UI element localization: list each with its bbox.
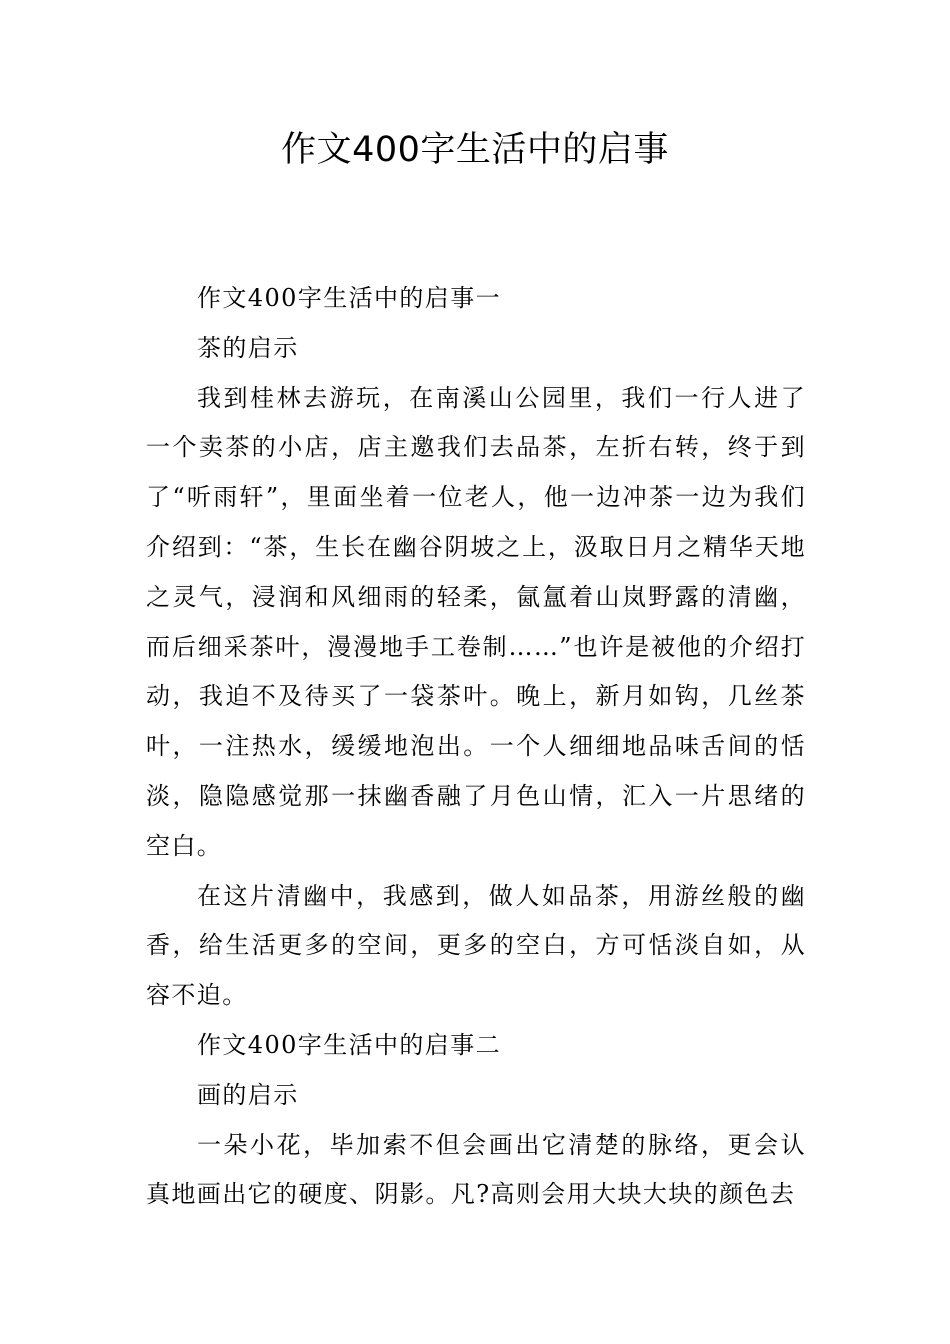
paragraph-tea-story: 我到桂林去游玩，在南溪山公园里，我们一行人进了一个卖茶的小店，店主邀我们去品茶，左折右转，终于到了“听雨轩”，里面坐着一位老人，他一边冲茶一边为我们介绍到：“茶，生长在幽谷阴坡之上，汲取日月之精华天地之灵气，浸润和风细雨的轻柔，氤氲着山岚野露的清幽，而后细采茶叶，漫漫地手工卷制……”也许是被他的介绍打动，我迫不及待买了一袋茶叶。晚上，新月如钩，几丝茶叶，一注热水，缓缓地泡出。一个人细细地品味舌间的恬淡，隐隐感觉那一抹幽香融了月色山情，汇入一片思绪的空白。 <box>146 383 806 860</box>
section-heading-1: 作文400字生活中的启事一 <box>197 284 502 312</box>
subheading-painting: 画的启示 <box>197 1080 299 1109</box>
subheading-tea: 茶的启示 <box>197 333 299 362</box>
section-heading-2: 作文400字生活中的启事二 <box>197 1030 502 1059</box>
paragraph-tea-reflection: 在这片清幽中，我感到，做人如品茶，用游丝般的幽香，给生活更多的空间，更多的空白，方可恬淡自如，从容不迫。 <box>146 881 806 1010</box>
paragraph-painting: 一朵小花，毕加索不但会画出它清楚的脉络，更会认真地画出它的硬度、阴影。凡?高则会用大块大块的颜色去 <box>146 1130 806 1209</box>
document-body <box>146 274 806 1220</box>
document-title: 作文400字生活中的启事 <box>281 130 669 170</box>
